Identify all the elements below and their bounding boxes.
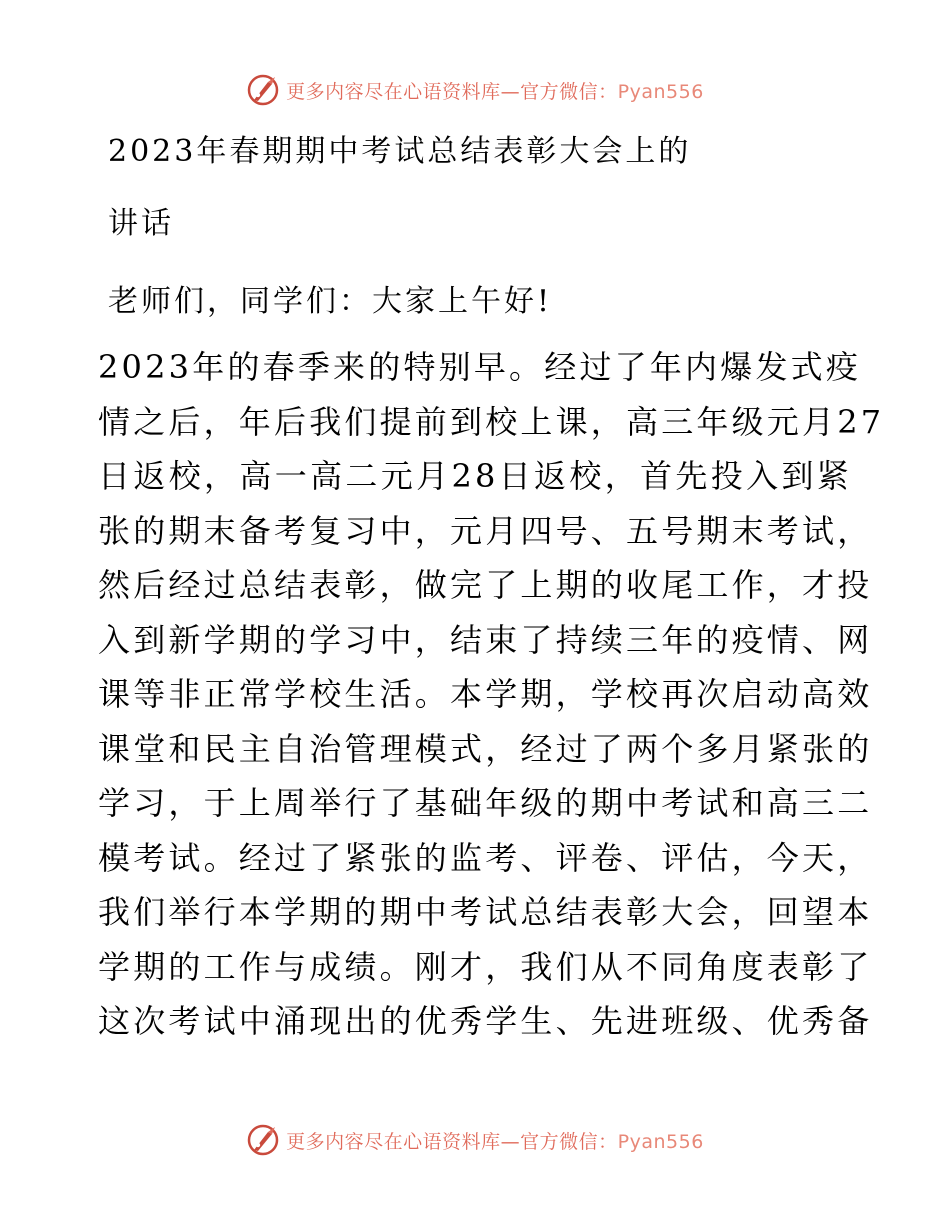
paragraph-line: 学习，于上周举行了基础年级的期中考试和高三二 [98, 784, 873, 822]
paragraph-line: 情之后，年后我们提前到校上课，高三年级元月27 [98, 402, 885, 441]
paragraph-line: 日返校，高一高二元月28日返校，首先投入到紧 [98, 457, 852, 495]
paragraph-line: 然后经过总结表彰，做完了上期的收尾工作，才投 [98, 566, 873, 604]
paragraph-line: 张的期末备考复习中，元月四号、五号期末考试， [98, 511, 873, 550]
paragraph-line: 2023年的春季来的特别早。经过了年内爆发式疫 [98, 348, 862, 386]
document-title-line-2: 讲话 [108, 206, 174, 241]
greeting: 老师们，同学们：大家上午好! [108, 284, 553, 319]
watermark-wechat-id: Pyan556 [617, 1130, 704, 1153]
watermark-wechat-id: Pyan556 [617, 80, 704, 103]
watermark-text: 更多内容尽在心语资料库—官方微信：Pyan556 [286, 1130, 704, 1153]
body-paragraph [98, 340, 885, 1049]
paragraph-line: 学期的工作与成绩。刚才，我们从不同角度表彰了 [98, 947, 873, 986]
paragraph-line: 课堂和民主自治管理模式，经过了两个多月紧张的 [98, 729, 873, 768]
paragraph-line: 这次考试中涌现出的优秀学生、先进班级、优秀备 [98, 1002, 873, 1040]
header-watermark [0, 70, 950, 110]
document-title-line-1: 2023年春期期中考试总结表彰大会上的 [108, 134, 692, 169]
quill-pen-logo-icon [246, 73, 280, 107]
paragraph-line: 入到新学期的学习中，结束了持续三年的疫情、网 [98, 620, 873, 659]
paragraph-line: 课等非正常学校生活。本学期，学校再次启动高效 [98, 675, 873, 713]
paragraph-line: 模考试。经过了紧张的监考、评卷、评估，今天， [98, 838, 873, 877]
paragraph-line: 我们举行本学期的期中考试总结表彰大会，回望本 [98, 893, 873, 931]
quill-pen-logo-icon [246, 1123, 280, 1157]
footer-watermark [0, 1120, 950, 1160]
watermark-text: 更多内容尽在心语资料库—官方微信：Pyan556 [286, 80, 704, 103]
